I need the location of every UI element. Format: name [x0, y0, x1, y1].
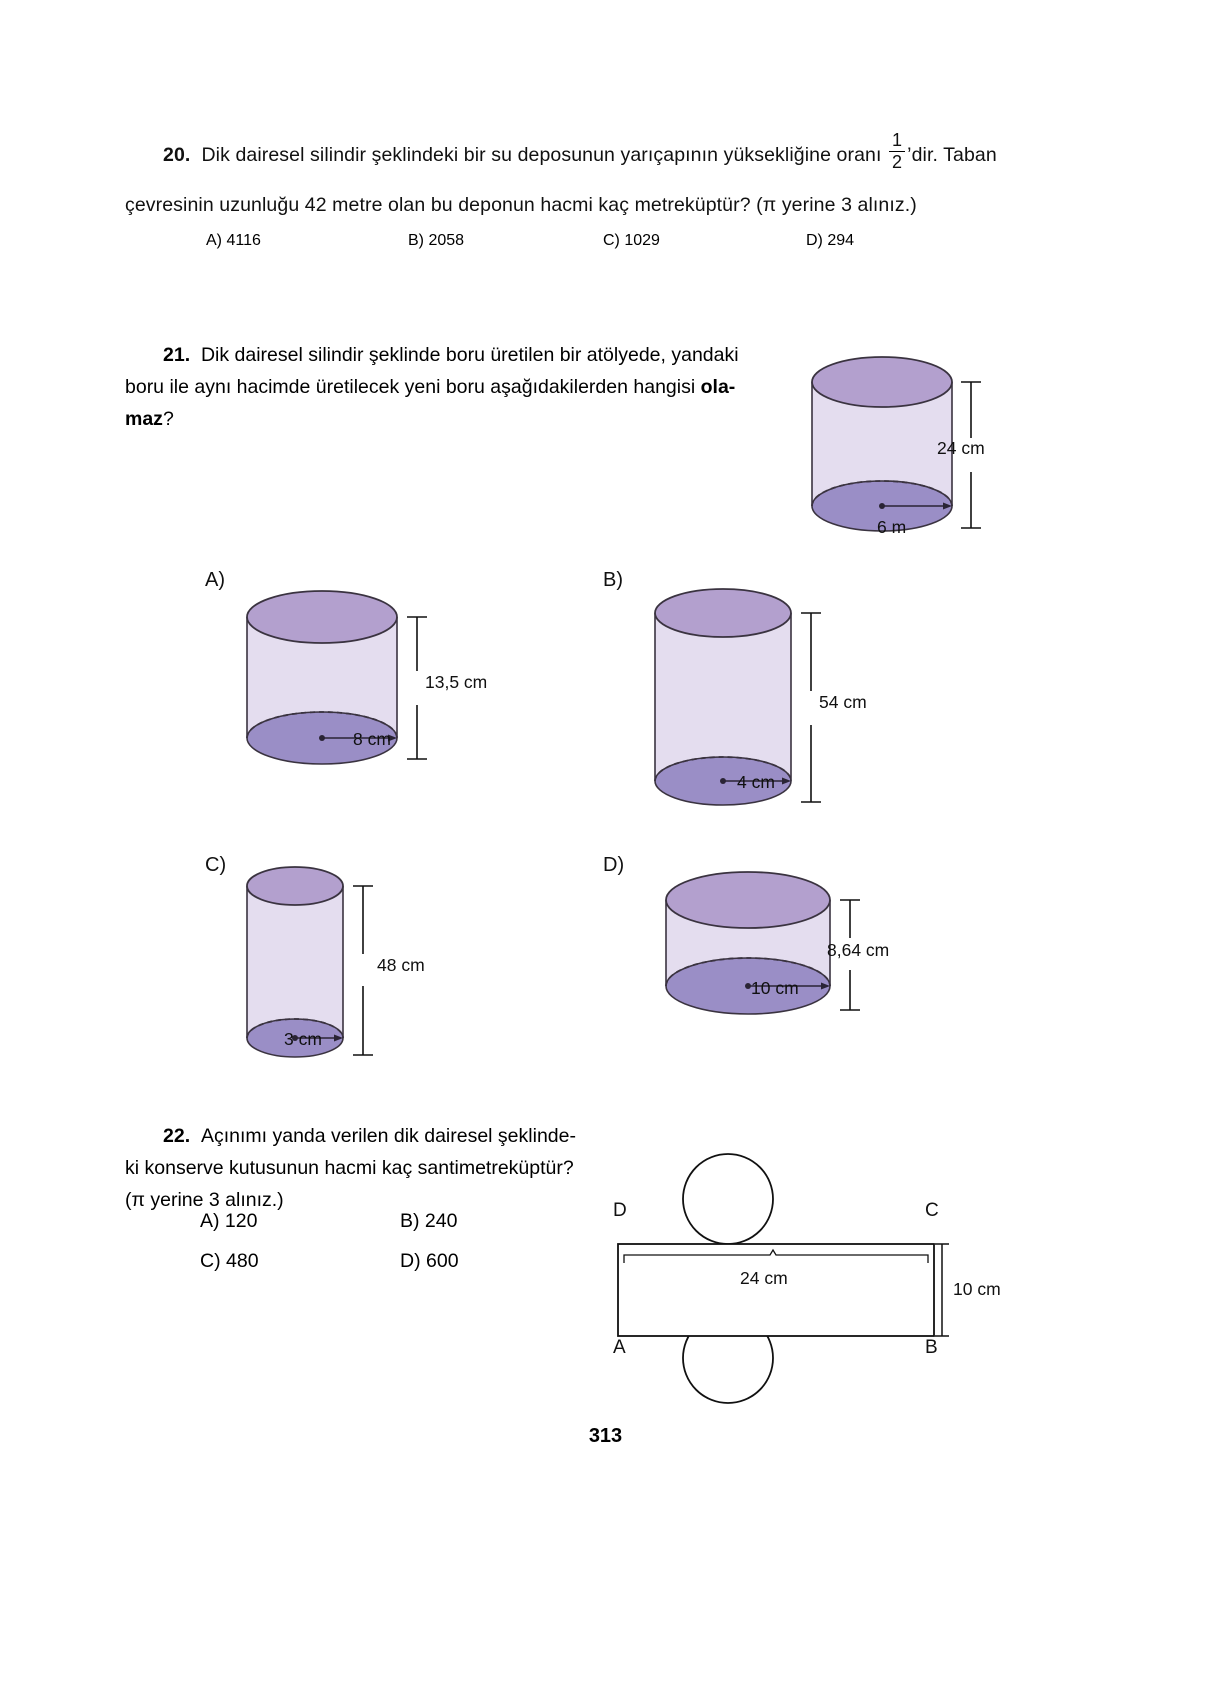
question-20-number: 20. [163, 144, 191, 166]
question-21-bold-ola: ola- [700, 376, 736, 398]
cylinder-top-disc [812, 357, 952, 407]
question-22-line-2: ki konserve kutusunun hacmi kaç santimetreküptür? [125, 1157, 574, 1179]
question-22-net-figure [608, 1122, 1008, 1402]
fraction-numerator: 1 [892, 130, 903, 150]
question-22-choice-b[interactable] [400, 1210, 457, 1233]
net-width-label: 24 cm [740, 1268, 788, 1288]
question-21-text-2: boru ile aynı hacimde üretilecek yeni boru aşağıdakilerden hangisi [125, 376, 696, 398]
cylinder-top-disc [247, 591, 397, 643]
net-vertex-a-label: A [613, 1337, 626, 1358]
net-top-circle [683, 1154, 773, 1244]
question-22-line-3: (π yerine 3 alınız.) [125, 1189, 284, 1211]
choice-d-value: 294 [827, 232, 855, 249]
question-22-line-1 [125, 1120, 595, 1152]
question-20-choice-c[interactable] [603, 232, 660, 250]
option-a-letter: A) [205, 569, 225, 591]
choice-d-value: 600 [426, 1250, 459, 1272]
reference-cylinder-figure [795, 330, 995, 560]
question-21-text-1: Dik dairesel silindir şeklinde boru üretilen bir atölyede, yandaki [200, 344, 739, 366]
question-20-line-2: çevresinin uzunluğu 42 metre olan bu deponun hacmi kaç metreküptür? (π yerine 3 alınız.) [125, 194, 917, 216]
question-22-choice-a[interactable] [200, 1210, 257, 1233]
question-22-choice-c[interactable] [200, 1250, 259, 1273]
question-22-number: 22. [163, 1125, 191, 1147]
option-c-letter: C) [205, 854, 227, 876]
page-number: 313 [588, 1425, 623, 1447]
height-label-backdrop [355, 954, 371, 986]
cylinder-top-disc [247, 867, 343, 905]
question-21-paragraph [125, 339, 785, 435]
question-20-choice-b[interactable] [408, 232, 464, 250]
choice-a-value: 120 [224, 1210, 258, 1232]
option-d-radius-label: 10 cm [751, 978, 799, 998]
question-22-paragraph [125, 1120, 595, 1216]
option-c-height-label: 48 cm [377, 955, 425, 975]
option-b-height-label: 54 cm [819, 692, 867, 712]
height-label-backdrop [803, 691, 819, 725]
choice-c-value: 480 [226, 1250, 259, 1272]
option-c-radius-label: 3 cm [284, 1029, 322, 1049]
net-vertex-b-label: B [925, 1337, 938, 1358]
fraction-one-half [889, 131, 905, 172]
choice-a-value: 4116 [226, 232, 261, 249]
choice-d-label: D) [806, 232, 823, 249]
question-20-text-after-fraction: ’dir. Taban [907, 144, 997, 166]
choice-b-value: 2058 [428, 232, 465, 249]
net-rectangle [618, 1244, 934, 1336]
question-20-choice-d[interactable] [806, 232, 854, 250]
question-22-choice-d[interactable] [400, 1250, 459, 1273]
option-a-radius-label: 8 cm [353, 729, 391, 749]
choice-a-label: A) [206, 232, 222, 249]
choice-c-label: C) [603, 232, 620, 249]
choice-b-value: 240 [424, 1210, 458, 1232]
net-height-label: 10 cm [953, 1279, 1001, 1299]
question-21-bold-maz: maz [125, 408, 163, 430]
cylinder-top-disc [666, 872, 830, 928]
net-vertex-d-label: D [613, 1200, 627, 1221]
choice-d-label: D) [400, 1250, 421, 1272]
question-21-line-1 [125, 339, 785, 371]
cylinder-top-disc [655, 589, 791, 637]
question-20-line-1 [163, 130, 1173, 177]
fraction-denominator: 2 [892, 152, 903, 172]
question-21-line-3 [125, 403, 785, 435]
question-20-text-before-fraction: Dik dairesel silindir şeklindeki bir su deposunun yarıçapının yüksekliğine oranı [201, 144, 882, 166]
option-d-height-label: 8,64 cm [827, 940, 890, 960]
choice-b-label: B) [400, 1210, 420, 1232]
choice-c-label: C) [200, 1250, 221, 1272]
choice-c-value: 1029 [624, 232, 660, 249]
question-21-question-mark: ? [162, 408, 174, 430]
option-a-height-label: 13,5 cm [425, 672, 488, 692]
option-b-radius-label: 4 cm [737, 772, 775, 792]
option-b-letter: B) [603, 569, 623, 591]
choice-a-label: A) [200, 1210, 220, 1232]
option-d-letter: D) [603, 854, 625, 876]
net-vertex-c-label: C [925, 1200, 939, 1221]
question-21-number: 21. [163, 344, 191, 366]
height-label-backdrop [409, 671, 425, 705]
question-22-text-1: Açınımı yanda verilen dik dairesel şeklinde- [200, 1125, 576, 1147]
reference-cylinder-radius-label: 6 m [877, 517, 907, 537]
question-20-choice-a[interactable] [206, 232, 261, 250]
reference-cylinder-height-label: 24 cm [937, 438, 985, 458]
choice-b-label: B) [408, 232, 424, 249]
question-21-line-2 [125, 371, 785, 403]
